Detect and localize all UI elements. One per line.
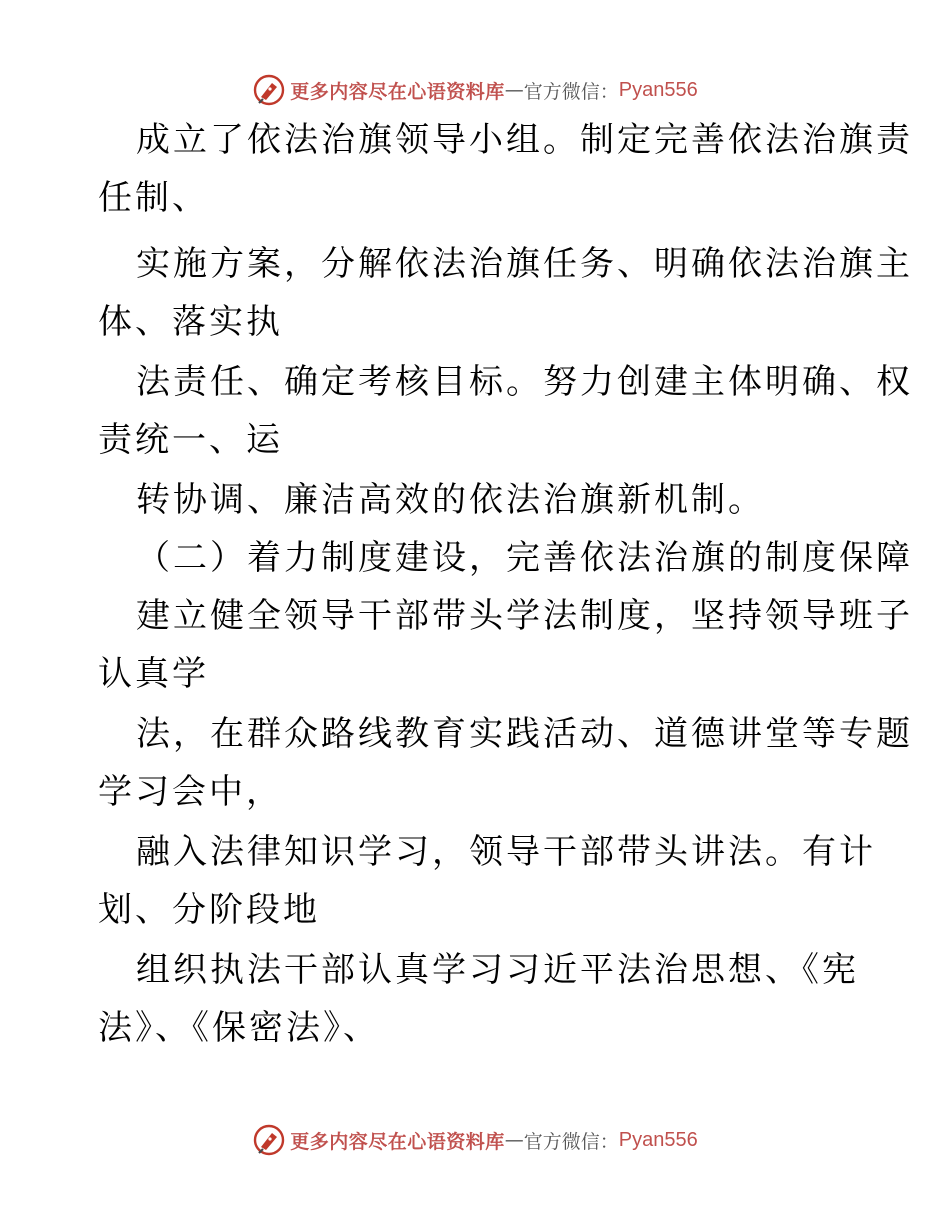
body-line: 认真学 — [98, 654, 209, 694]
body-line: 融入法律知识学习，领导干部带头讲法。有计 — [136, 832, 876, 872]
body-line: 责统一、运 — [98, 420, 283, 460]
body-line: 体、落实执 — [98, 302, 283, 342]
body-line: 组织执法干部认真学习习近平法治思想、《宪 — [136, 950, 859, 990]
footer-brand-text: 更多内容尽在心语资料库 — [290, 1130, 505, 1153]
body-line: 学习会中， — [98, 772, 283, 812]
footer-wechat-id: Pyan556 — [618, 1128, 698, 1151]
footer-separator: — — [504, 1129, 524, 1151]
header-brand-text: 更多内容尽在心语资料库 — [290, 80, 505, 103]
body-line: 建立健全领导干部带头学法制度，坚持领导班子 — [136, 596, 913, 636]
pen-nib-logo-icon — [252, 1123, 286, 1157]
header-watermark-banner — [0, 70, 950, 110]
header-wechat-id: Pyan556 — [618, 78, 698, 101]
section-heading: （二）着力制度建设，完善依法治旗的制度保障 — [136, 538, 913, 578]
header-wechat-label: 官方微信： — [523, 80, 619, 103]
body-line: 成立了依法治旗领导小组。制定完善依法治旗责 — [136, 120, 913, 160]
body-line: 划、分阶段地 — [98, 890, 320, 930]
body-line: 法责任、确定考核目标。努力创建主体明确、权 — [136, 362, 913, 402]
body-line: 实施方案，分解依法治旗任务、明确依法治旗主 — [136, 244, 913, 284]
footer-watermark-banner — [0, 1120, 950, 1160]
pen-nib-logo-icon — [252, 73, 286, 107]
header-separator: — — [504, 79, 524, 101]
footer-wechat-label: 官方微信： — [523, 1130, 619, 1153]
body-line: 法》、《保密法》、 — [98, 1008, 380, 1048]
body-line: 转协调、廉洁高效的依法治旗新机制。 — [136, 480, 765, 520]
body-line: 任制、 — [98, 178, 209, 218]
body-line: 法，在群众路线教育实践活动、道德讲堂等专题 — [136, 714, 913, 754]
